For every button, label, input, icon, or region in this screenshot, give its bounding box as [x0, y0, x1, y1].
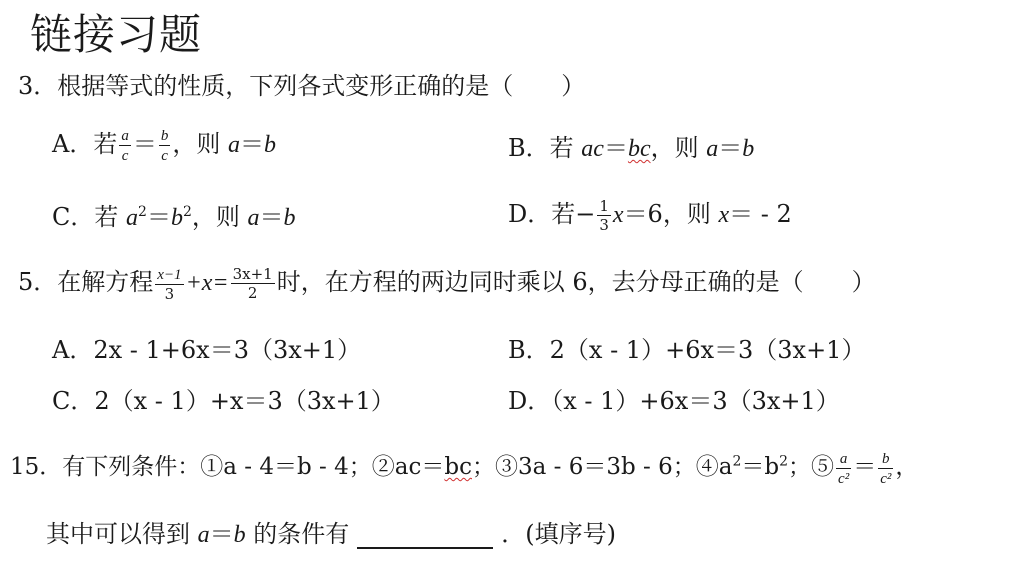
fraction: $\frac{x-1}{3}$: [157, 266, 182, 303]
option-text: ，则: [191, 203, 248, 231]
fraction: $\frac{b}{c}$: [160, 128, 169, 164]
q3-option-a[interactable]: [52, 124, 276, 165]
option-text: 若: [94, 203, 127, 231]
option-label: B．: [508, 336, 550, 364]
math-var: b: [263, 132, 276, 158]
option-text: 2x - 1+6x＝3（3x+1）: [93, 336, 362, 364]
stem-text: ．(填序号): [501, 520, 617, 548]
q5-option-d[interactable]: [508, 381, 840, 416]
math-var: a: [706, 136, 719, 162]
equals-sign: ＝: [146, 203, 171, 231]
option-text: 若−: [551, 200, 596, 228]
stem-text: 15．有下列条件：: [10, 454, 201, 480]
condition-3: ③3a - 6＝3b - 6；: [494, 454, 696, 480]
option-text: ＝ - 2: [729, 200, 792, 228]
option-text: （x - 1）+6x＝3（3x+1）: [551, 387, 840, 415]
equals-sign: ＝: [239, 130, 264, 158]
exponent: 2: [182, 204, 192, 220]
math-var: b: [742, 136, 755, 162]
question-15-stem: [10, 448, 918, 488]
option-text: ＝6，则: [623, 200, 719, 228]
math-expr: +x=: [185, 270, 229, 296]
option-text: 若: [93, 130, 118, 158]
math-var: x: [612, 202, 624, 228]
option-text: ，则: [650, 134, 707, 162]
stem-text: 5．在解方程: [18, 268, 154, 296]
q3-option-b[interactable]: [508, 128, 754, 163]
math-var: a: [227, 132, 240, 158]
exponent: 2: [138, 204, 147, 220]
condition-1: ①a - 4＝b - 4；: [200, 454, 372, 480]
option-text: 若: [549, 134, 582, 162]
question-15-line2: [46, 514, 616, 549]
math-var-underlined: bc: [627, 136, 651, 162]
q5-option-a[interactable]: [52, 330, 361, 365]
fraction: $\frac{a}{c}$: [121, 128, 129, 164]
equals-sign: ＝: [259, 203, 284, 231]
stem-text: 时，在方程的两边同时乘以 6，去分母正确的是（ ）: [276, 268, 876, 296]
q5-option-b[interactable]: [508, 330, 865, 365]
option-label: A．: [52, 130, 94, 158]
option-text: ，则: [172, 130, 228, 158]
math-var: a: [247, 205, 260, 231]
option-text: 2（x - 1）+6x＝3（3x+1）: [549, 336, 866, 364]
math-var: b: [283, 205, 296, 231]
equals-sign: ＝: [209, 520, 234, 548]
option-label: D．: [508, 387, 552, 415]
equals-sign: ＝: [603, 134, 628, 162]
condition-5: ⑤ $\frac{a}{\text{c²}}$ ＝ $\frac{b}{\text{c²}}$ ，: [811, 450, 919, 487]
question-5-stem: [18, 262, 876, 303]
option-label: D．: [508, 200, 552, 228]
condition-2: ②ac＝bc；: [371, 454, 495, 480]
option-text: 2（x - 1）+x＝3（3x+1）: [94, 387, 395, 415]
stem-text: 的条件有: [245, 520, 350, 548]
equals-sign: ＝: [718, 134, 743, 162]
fraction: $\frac{3x+1}{2}$: [232, 265, 273, 302]
question-3-stem: 3．根据等式的性质，下列各式变形正确的是（ ）: [18, 72, 586, 100]
math-var: b: [170, 205, 183, 231]
math-var: ac: [581, 136, 604, 162]
condition-4: $④a^2=b^2$；: [695, 453, 812, 480]
page-title: 链接习题: [30, 10, 203, 59]
fraction: $\frac{1}{3}$: [599, 197, 609, 234]
q5-option-c[interactable]: [52, 381, 395, 416]
option-label: C．: [52, 387, 95, 415]
q3-option-d[interactable]: [508, 194, 792, 234]
math-var: a: [197, 522, 210, 548]
equals-sign: ＝: [132, 130, 157, 158]
math-var: a: [126, 205, 139, 231]
answer-blank[interactable]: [357, 525, 493, 549]
math-var: x: [718, 202, 730, 228]
stem-text: 其中可以得到: [46, 520, 198, 548]
option-label: B．: [508, 134, 550, 162]
q3-option-c[interactable]: [52, 197, 296, 232]
math-var: b: [233, 522, 246, 548]
option-label: A．: [52, 336, 94, 364]
option-label: C．: [52, 203, 95, 231]
